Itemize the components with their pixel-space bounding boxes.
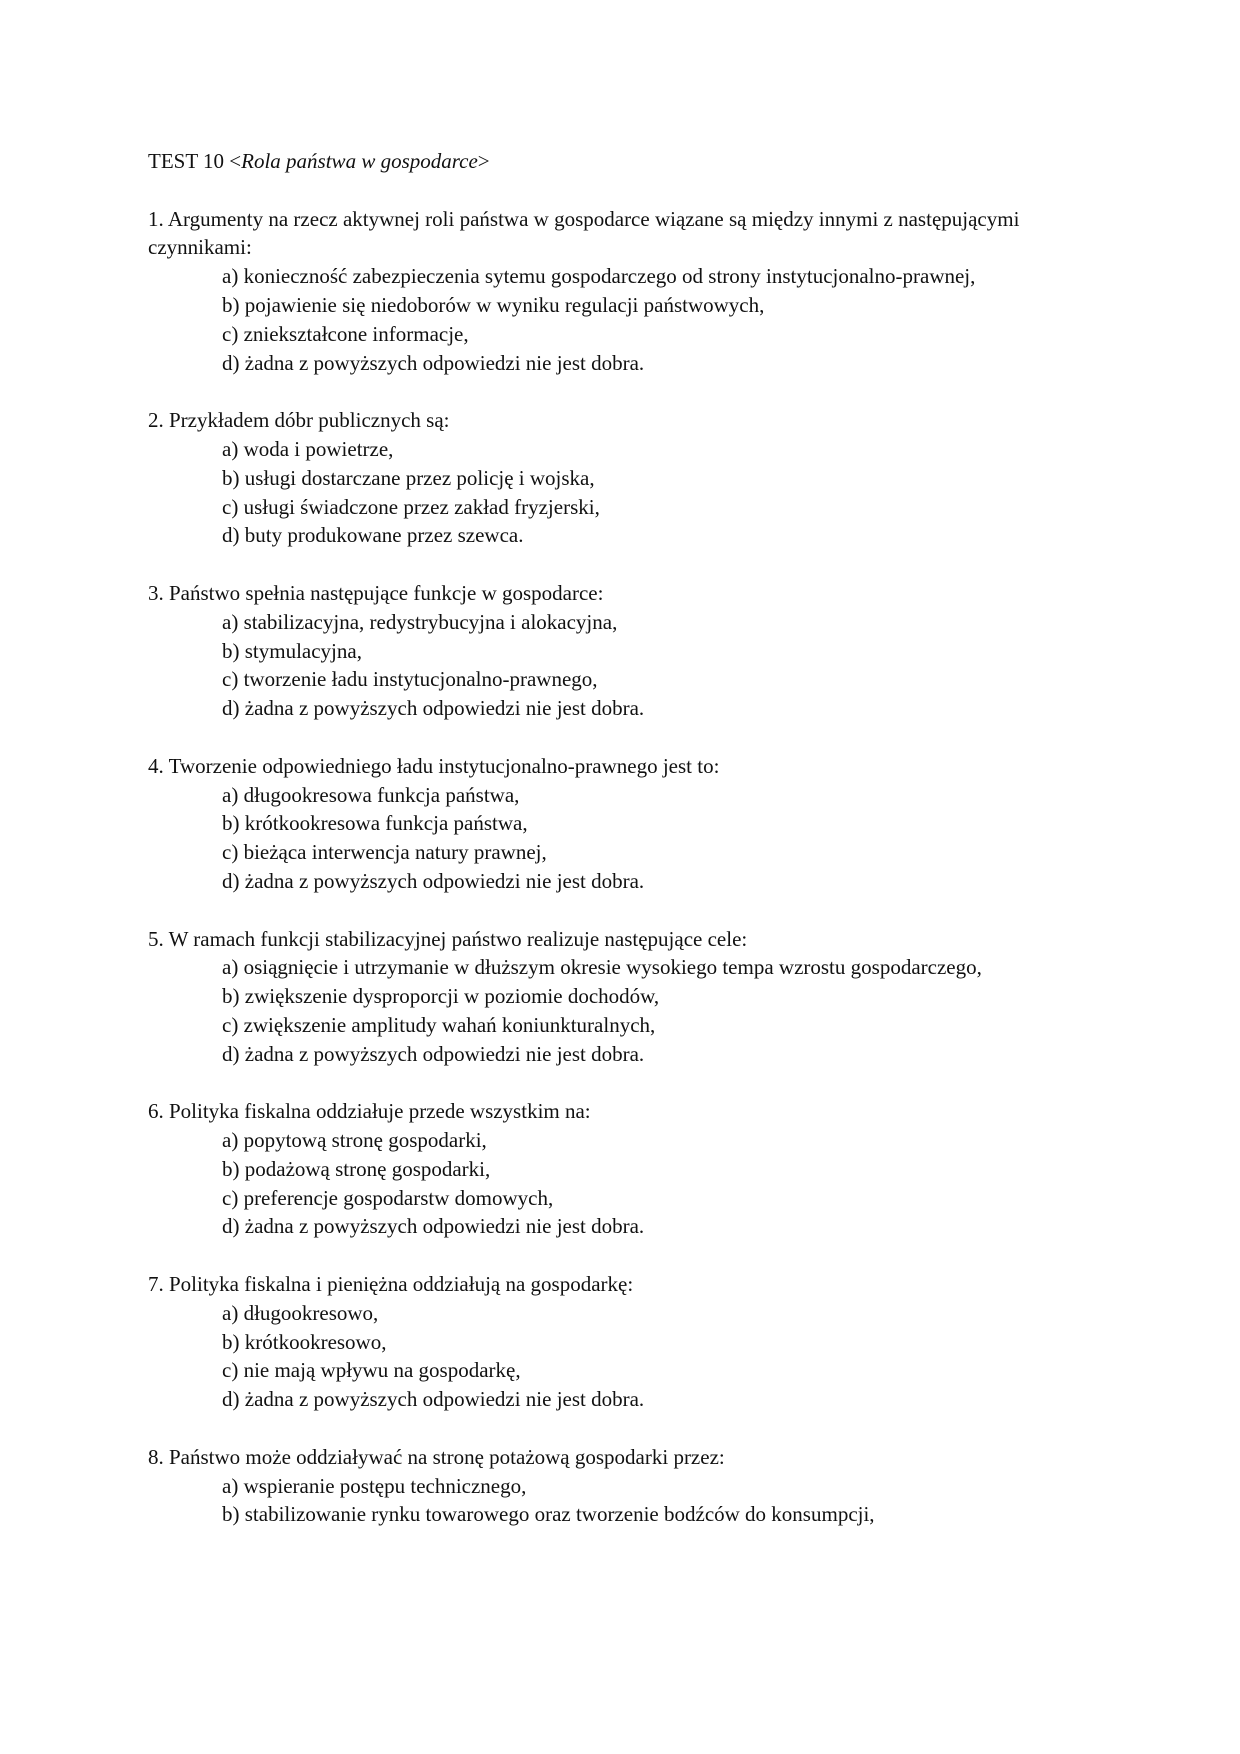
- question-text: 5. W ramach funkcji stabilizacyjnej państwo realizuje następujące cele:: [148, 926, 748, 951]
- option-d: d) żadna z powyższych odpowiedzi nie jest dobra.: [222, 696, 645, 721]
- question-text: 8. Państwo może oddziaływać na stronę potażową gospodarki przez:: [148, 1444, 725, 1469]
- question-3: [148, 579, 1068, 723]
- answer-options: [148, 781, 1068, 896]
- question-text: 4. Tworzenie odpowiedniego ładu instytucjonalno-prawnego jest to:: [148, 753, 720, 778]
- answer-options: [148, 1126, 1068, 1241]
- option-c: c) zniekształcone informacje,: [222, 321, 469, 346]
- option-a: a) długookresowa funkcja państwa,: [222, 782, 520, 807]
- question-7: [148, 1270, 1068, 1414]
- option-c: c) bieżąca interwencja natury prawnej,: [222, 840, 547, 865]
- option-d: d) żadna z powyższych odpowiedzi nie jest dobra.: [222, 868, 645, 893]
- question-1: [148, 205, 1068, 378]
- option-c: c) tworzenie ładu instytucjonalno-prawnego,: [222, 667, 598, 692]
- option-d: d) żadna z powyższych odpowiedzi nie jest dobra.: [222, 1214, 645, 1239]
- question-text: 3. Państwo spełnia następujące funkcje w gospodarce:: [148, 580, 604, 605]
- title-prefix: TEST 10 <: [148, 149, 242, 173]
- option-c: c) zwiększenie amplitudy wahań koniunkturalnych,: [222, 1012, 656, 1037]
- option-a: a) popytową stronę gospodarki,: [222, 1128, 487, 1153]
- option-a: a) stabilizacyjna, redystrybucyjna i alokacyjna,: [222, 609, 618, 634]
- answer-options: [148, 435, 1068, 550]
- option-b: b) krótkookresowo,: [222, 1329, 387, 1354]
- question-2: [148, 406, 1068, 550]
- title-suffix: >: [477, 149, 490, 173]
- question-text: 6. Polityka fiskalna oddziałuje przede wszystkim na:: [148, 1099, 591, 1124]
- option-a: a) woda i powietrze,: [222, 436, 394, 461]
- option-d: d) żadna z powyższych odpowiedzi nie jest dobra.: [222, 1387, 645, 1412]
- answer-options: [148, 608, 1068, 723]
- option-d: d) buty produkowane przez szewca.: [222, 523, 524, 548]
- option-b: b) pojawienie się niedoborów w wyniku regulacji państwowych,: [222, 292, 765, 317]
- option-a: a) osiągnięcie i utrzymanie w dłuższym okresie wysokiego tempa wzrostu gospodarczego,: [222, 955, 982, 980]
- question-text: 1. Argumenty na rzecz aktywnej roli państwa w gospodarce wiązane są między innymi z następującymi czynnikami:: [148, 206, 1020, 260]
- answer-options: [148, 953, 1068, 1068]
- answer-options: [148, 1299, 1068, 1414]
- option-c: c) nie mają wpływu na gospodarkę,: [222, 1358, 521, 1383]
- option-b: b) zwiększenie dysproporcji w poziomie dochodów,: [222, 984, 660, 1009]
- answer-options: [148, 262, 1068, 377]
- option-b: b) stymulacyjna,: [222, 638, 362, 663]
- question-text: 2. Przykładem dóbr publicznych są:: [148, 408, 450, 433]
- option-c: c) preferencje gospodarstw domowych,: [222, 1185, 554, 1210]
- option-a: a) wspieranie postępu technicznego,: [222, 1473, 527, 1498]
- option-b: b) krótkookresowa funkcja państwa,: [222, 811, 528, 836]
- question-4: [148, 752, 1068, 896]
- question-text: 7. Polityka fiskalna i pieniężna oddziałują na gospodarkę:: [148, 1272, 634, 1297]
- document-page: [148, 147, 1068, 1558]
- option-d: d) żadna z powyższych odpowiedzi nie jest dobra.: [222, 350, 645, 375]
- option-d: d) żadna z powyższych odpowiedzi nie jest dobra.: [222, 1041, 645, 1066]
- test-title: [148, 147, 1068, 176]
- option-b: b) podażową stronę gospodarki,: [222, 1156, 491, 1181]
- answer-options: [148, 1472, 1068, 1530]
- question-8: [148, 1443, 1068, 1529]
- option-a: a) długookresowo,: [222, 1300, 379, 1325]
- option-c: c) usługi świadczone przez zakład fryzjerski,: [222, 494, 600, 519]
- option-b: b) stabilizowanie rynku towarowego oraz tworzenie bodźców do konsumpcji,: [222, 1502, 875, 1527]
- question-5: [148, 925, 1068, 1069]
- test-subject: Rola państwa w gospodarce: [241, 149, 478, 173]
- question-6: [148, 1097, 1068, 1241]
- option-b: b) usługi dostarczane przez policję i wojska,: [222, 465, 595, 490]
- option-a: a) konieczność zabezpieczenia sytemu gospodarczego od strony instytucjonalno-prawnej,: [222, 264, 976, 289]
